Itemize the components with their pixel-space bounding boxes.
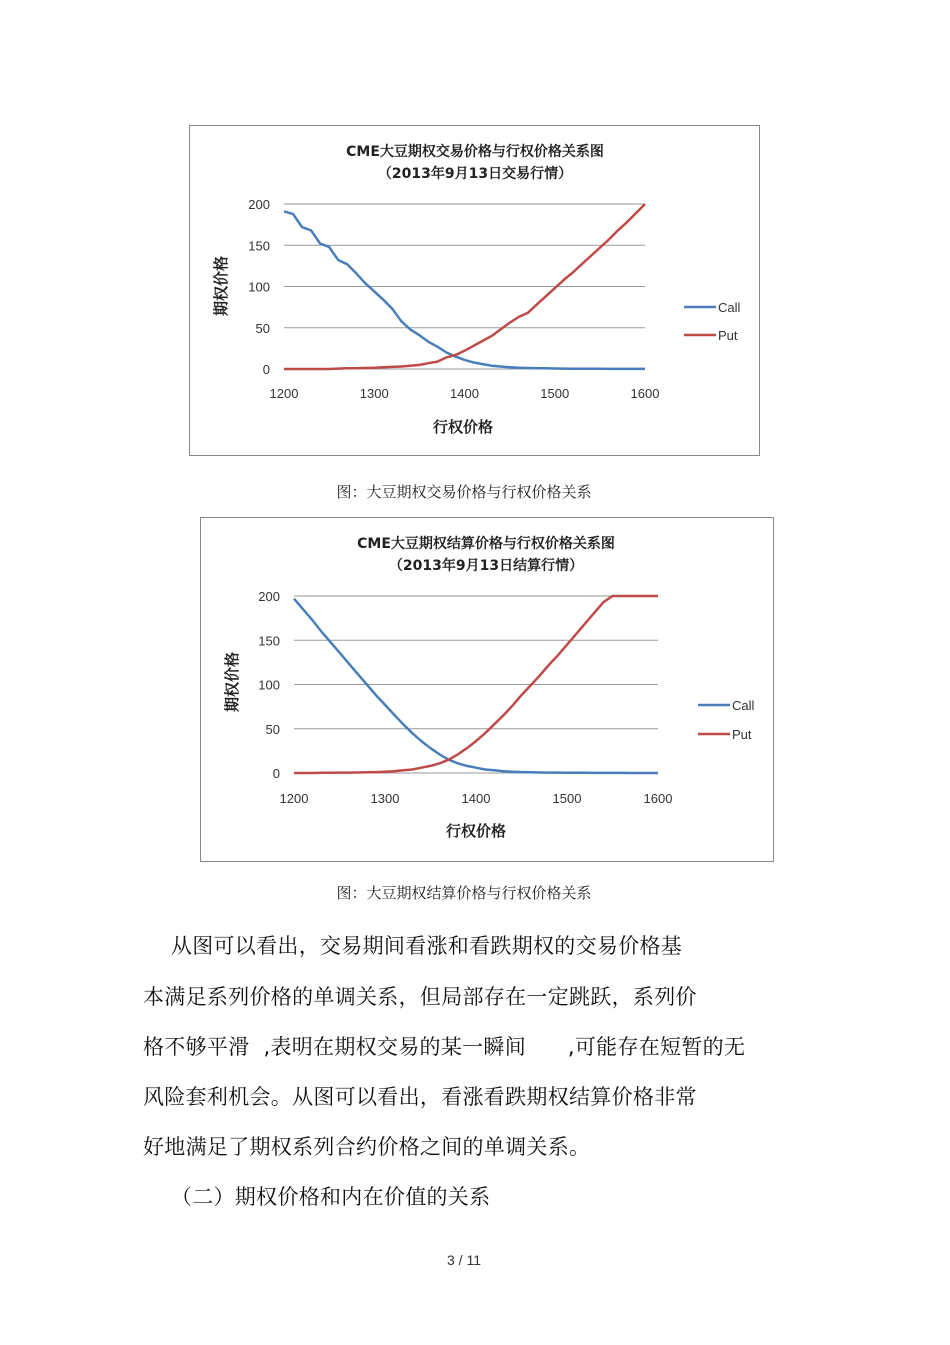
chart-1-svg: [190, 126, 759, 455]
y-tick-label: 50: [255, 320, 270, 336]
y-tick-label: 150: [248, 238, 270, 254]
body-line-1: 从图可以看出，交易期间看涨和看跌期权的交易价格基: [143, 934, 683, 958]
chart-2-caption: 图：大豆期权结算价格与行权价格关系: [336, 884, 592, 902]
page-number: 3 / 11: [447, 1252, 481, 1268]
legend-label-call: Call: [718, 300, 741, 315]
chart-2-title-line1: CME大豆期权结算价格与行权价格关系图: [357, 536, 615, 552]
chart-1-y-axis-label: 期权价格: [212, 255, 230, 317]
chart-1-x-axis-label: 行权价格: [432, 418, 494, 436]
y-tick-label: 0: [272, 766, 280, 781]
legend-label-put: Put: [732, 727, 752, 742]
x-tick-label: 1400: [450, 386, 479, 401]
chart-1-plot: [248, 197, 740, 401]
y-tick-label: 100: [248, 279, 270, 295]
body-line-4: 风险套利机会。从图可以看出，看涨看跌期权结算价格非常: [143, 1085, 697, 1109]
x-tick-label: 1600: [643, 791, 673, 806]
x-tick-label: 1400: [461, 791, 491, 806]
section-heading: （二）期权价格和内在价值的关系: [143, 1185, 491, 1209]
y-tick-label: 0: [262, 362, 270, 377]
y-tick-label: 50: [265, 721, 280, 737]
y-tick-label: 150: [258, 633, 280, 649]
x-tick-label: 1500: [540, 386, 570, 401]
y-tick-label: 200: [248, 197, 270, 212]
body-line-5: 好地满足了期权系列合约价格之间的单调关系。: [143, 1135, 591, 1159]
x-tick-label: 1300: [359, 386, 389, 401]
chart-2-title-line2: （2013年9月13日结算行情）: [388, 558, 584, 574]
chart-2-plot: [258, 589, 754, 806]
series-line-call: [294, 599, 658, 773]
x-tick-label: 1200: [269, 386, 299, 401]
x-tick-label: 1600: [630, 386, 660, 401]
legend-label-call: Call: [732, 698, 755, 713]
chart-2-y-axis-label: 期权价格: [223, 651, 241, 713]
chart-2-svg: [201, 518, 773, 861]
body-line-3: 格不够平滑 ,表明在期权交易的某一瞬间 ,可能存在短暂的无: [143, 1035, 746, 1059]
body-line-2: 本满足系列价格的单调关系，但局部存在一定跳跃，系列价: [143, 985, 697, 1009]
x-tick-label: 1200: [279, 791, 309, 806]
y-tick-label: 200: [258, 589, 280, 604]
chart-1-title-line1: CME大豆期权交易价格与行权价格关系图: [346, 144, 604, 160]
legend-label-put: Put: [718, 328, 738, 343]
x-tick-label: 1300: [370, 791, 400, 806]
series-line-call: [284, 211, 645, 369]
chart-1: [189, 125, 760, 456]
chart-1-title-line2: （2013年9月13日交易行情）: [377, 166, 573, 182]
x-tick-label: 1500: [552, 791, 582, 806]
chart-1-caption: 图：大豆期权交易价格与行权价格关系: [336, 483, 592, 501]
chart-2: [200, 517, 774, 862]
chart-2-x-axis-label: 行权价格: [445, 822, 507, 840]
y-tick-label: 100: [258, 677, 280, 693]
